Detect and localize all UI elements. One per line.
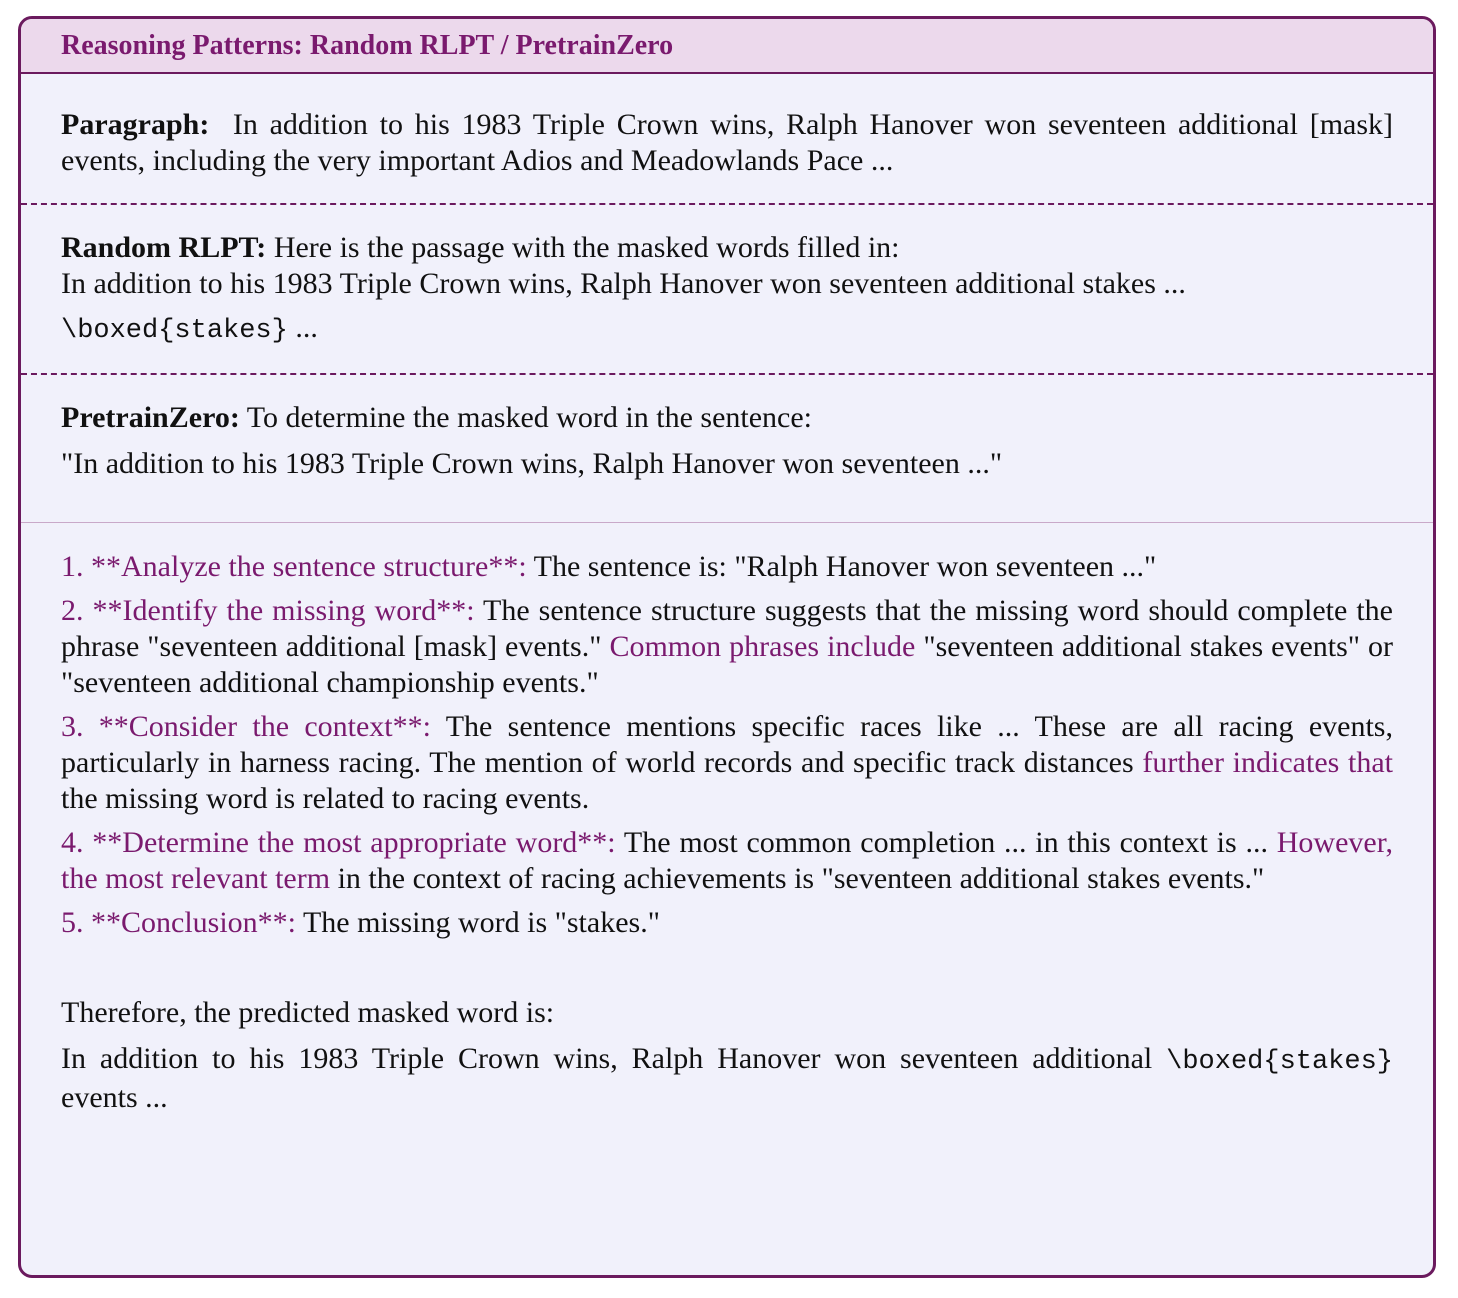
pretrainzero-quote: "In addition to his 1983 Triple Crown wins, Ralph Hanover won seventeen ..." (61, 447, 1003, 480)
conclusion-line (61, 1041, 1393, 1116)
step-heading: 5. **Conclusion**: (61, 906, 297, 939)
step-heading: 3. **Consider the context**: (61, 710, 431, 743)
step-body: The sentence structure suggests that the missing word should complete the phrase "seventeen additional [mask] events." (61, 594, 1393, 663)
random-rlpt-line: In addition to his 1983 Triple Crown wins, Ralph Hanover won seventeen additional stakes ... (61, 267, 1186, 300)
conclusion-intro: Therefore, the predicted masked word is: (61, 996, 555, 1029)
step-body: The sentence mentions specific races like ... These are all racing events, particularly in harness racing. The mention of world records and specific track distances (61, 710, 1393, 779)
box-header (21, 19, 1433, 74)
step-heading: 1. **Analyze the sentence structure**: (61, 550, 527, 583)
step-item (61, 825, 1393, 897)
step-heading: 4. **Determine the most appropriate word**: (61, 826, 616, 859)
step-tail: the missing word is related to racing events. (61, 782, 590, 815)
step-heading: 2. **Identify the missing word**: (61, 594, 475, 627)
random-rlpt-boxed: \boxed{stakes} (61, 316, 288, 346)
pretrainzero-section (21, 375, 1433, 522)
box-title: Reasoning Patterns: Random RLPT / PretrainZero (61, 29, 674, 61)
step-highlight: Common phrases include (609, 630, 916, 663)
paragraph-body: In addition to his 1983 Triple Crown wins, Ralph Hanover won seventeen additional [mask] events, including the very important Adios and Meadowlands Pace ... (61, 108, 1394, 177)
step-tail: in the context of racing achievements is "seventeen additional stakes events." (330, 862, 1265, 895)
random-rlpt-label: Random RLPT: (61, 231, 267, 264)
reasoning-steps-section (21, 523, 1433, 1116)
step-body: The sentence is: "Ralph Hanover won seventeen ..." (526, 550, 1157, 583)
random-rlpt-intro (61, 230, 1393, 266)
step-highlight: further indicates that (1142, 746, 1393, 779)
pretrainzero-label: PretrainZero: (61, 401, 240, 434)
conclusion-suffix: events ... (61, 1081, 168, 1114)
step-tail: "seventeen additional stakes events" or "seventeen additional championship events." (61, 630, 1394, 699)
reasoning-patterns-box (18, 16, 1436, 1278)
random-rlpt-section (21, 205, 1433, 373)
step-highlight: However, the most relevant term (61, 826, 1393, 895)
step-item (61, 593, 1393, 701)
step-body: The most common completion ... in this context is ... (615, 826, 1277, 859)
random-rlpt-intro-text: Here is the passage with the masked words filled in: (273, 231, 900, 264)
step-item (61, 709, 1393, 817)
step-body: The missing word is "stakes." (296, 906, 660, 939)
conclusion-boxed: \boxed{stakes} (1166, 1047, 1393, 1077)
step-item (61, 549, 1393, 585)
step-item (61, 905, 1393, 941)
pretrainzero-intro (61, 400, 1393, 436)
random-rlpt-boxed-suffix: ... (287, 311, 318, 344)
conclusion-text: In addition to his 1983 Triple Crown wins, Ralph Hanover won seventeen additional (61, 1042, 1167, 1075)
pretrainzero-intro-text: To determine the masked word in the sentence: (246, 401, 813, 434)
paragraph-section (21, 74, 1433, 203)
random-rlpt-boxed-line (61, 310, 1393, 349)
paragraph-label: Paragraph: (61, 108, 210, 141)
paragraph-text (61, 107, 1393, 179)
